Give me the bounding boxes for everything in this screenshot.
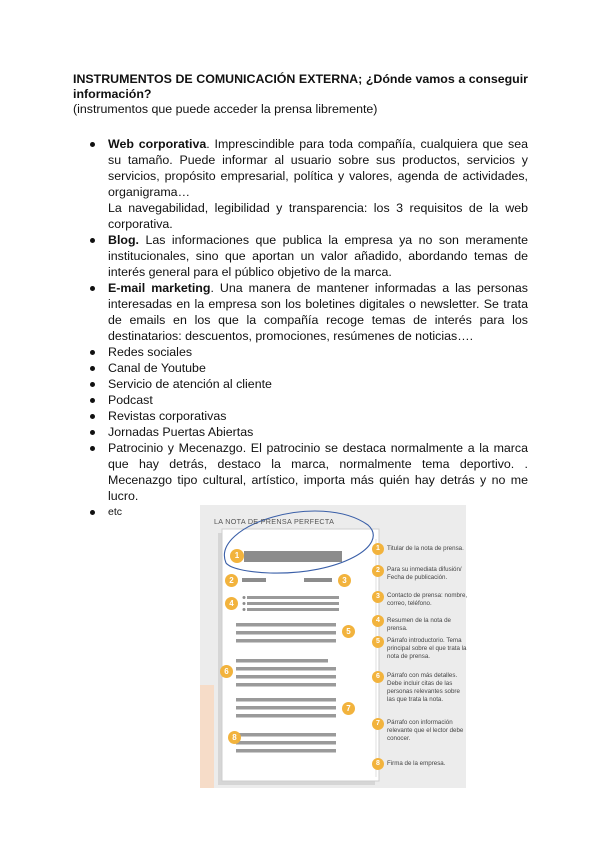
- legend-text: Resumen de la nota de prensa.: [387, 617, 451, 632]
- bullet-text: Las informaciones que publica la empresa ya no son meramente institucionales, sino que aportan un valor añadido, abordando temas de interés general para el público objetivo de la marca.: [108, 233, 528, 279]
- list-item: Redes sociales: [90, 344, 528, 360]
- list-item: Servicio de atención al cliente: [90, 376, 528, 392]
- legend-text: Titular de la nota de prensa.: [387, 545, 464, 552]
- legend-number: 1: [372, 543, 384, 555]
- doc-dot: [243, 608, 246, 611]
- list-item: Revistas corporativas: [90, 408, 528, 424]
- doc-paragraph-line: [236, 631, 336, 635]
- press-release-infographic: [200, 505, 466, 788]
- legend-text: Firma de la empresa.: [387, 760, 446, 767]
- doc-summary-line: [247, 602, 339, 605]
- list-item: Jornadas Puertas Abiertas: [90, 424, 528, 440]
- bullet-term: Blog.: [108, 233, 139, 247]
- marker-7: 7: [342, 702, 355, 715]
- legend-text: Párrafo introductorio. Tema principal sobre el que trata la nota de prensa.: [387, 637, 467, 660]
- legend-text: Contacto de prensa: nombre, correo, teléfono.: [387, 592, 468, 607]
- marker-4: 4: [225, 597, 238, 610]
- bullet-text: . Imprescindible para toda compañía, cualquiera que sea su tamaño. Puede informar al usuario sobre sus productos, servicios y servicios, propósito empresarial, política y valores, agenda de actividades, organigrama…: [108, 137, 528, 199]
- legend-number: 2: [372, 565, 384, 577]
- legend-text: Párrafo con información relevante que el lector debe conocer.: [387, 719, 464, 742]
- marker-8: 8: [228, 731, 241, 744]
- list-item: Patrocinio y Mecenazgo. El patrocinio se destaca normalmente a la marca que hay detrás, destaco la marca, normalmente tema deportivo. . Mecenazgo tipo cultural, artístico, importa más quién hay detrás y no me lucro.: [90, 440, 528, 504]
- doc-paragraph-line: [236, 659, 328, 663]
- list-item: Podcast: [90, 392, 528, 408]
- legend-number: 5: [372, 636, 384, 648]
- legend-number: 7: [372, 718, 384, 730]
- marker-3: 3: [338, 574, 351, 587]
- doc-summary-line: [247, 596, 339, 599]
- section-heading: INSTRUMENTOS DE COMUNICACIÓN EXTERNA; ¿Dónde vamos a conseguir información?: [73, 72, 528, 101]
- instruments-list: [90, 136, 528, 520]
- marker-1: 1: [230, 549, 244, 563]
- doc-summary-line: [247, 608, 339, 611]
- list-item: Canal de Youtube: [90, 360, 528, 376]
- doc-paragraph-line: [236, 639, 336, 643]
- doc-dot: [243, 596, 246, 599]
- bullet-term: Web corporativa: [108, 137, 207, 151]
- list-item: [90, 232, 528, 280]
- legend-number: 8: [372, 758, 384, 770]
- doc-paragraph-line: [236, 683, 336, 687]
- bullet-term: E-mail marketing: [108, 281, 211, 295]
- doc-paragraph-line: [236, 675, 336, 679]
- doc-signature-line: [236, 749, 336, 753]
- marker-2: 2: [225, 574, 238, 587]
- doc-paragraph-line: [236, 623, 336, 627]
- list-item: [90, 136, 528, 232]
- list-item: etc: [90, 504, 528, 520]
- bullet-extra: La navegabilidad, legibilidad y transparencia: los 3 requisitos de la web corporativa.: [108, 201, 528, 231]
- doc-signature-line: [236, 741, 336, 745]
- legend-text: Párrafo con más detalles. Debe incluir citas de las personas relevantes sobre las que trata la nota.: [387, 672, 460, 703]
- infographic-title: LA NOTA DE PRENSA PERFECTA: [214, 517, 335, 526]
- doc-paragraph-line: [236, 667, 336, 671]
- legend-number: 6: [372, 671, 384, 683]
- doc-date-line: [242, 578, 266, 582]
- marker-6: 6: [220, 665, 233, 678]
- bullet-text: . Una manera de mantener informadas a las personas interesadas en la empresa son los boletines digitales o newsletter. Se trata de emails en los que la compañía recoge temas de interés para los destinatarios: descuentos, promociones, resúmenes de noticias….: [108, 281, 528, 343]
- doc-paragraph-line: [236, 714, 336, 718]
- doc-contact-line: [304, 578, 332, 582]
- decorative-shape: [200, 685, 214, 788]
- legend-number: 3: [372, 591, 384, 603]
- section-subheading: (instrumentos que puede acceder la prensa libremente): [73, 102, 378, 116]
- doc-dot: [243, 602, 246, 605]
- doc-paragraph-line: [236, 706, 336, 710]
- doc-signature-line: [236, 733, 336, 737]
- legend-number: 4: [372, 615, 384, 627]
- doc-title-bar: [244, 551, 342, 562]
- doc-paragraph-line: [236, 698, 336, 702]
- marker-5: 5: [342, 625, 355, 638]
- legend-text: Para su inmediata difusión/ Fecha de publicación.: [387, 566, 462, 581]
- list-item: [90, 280, 528, 344]
